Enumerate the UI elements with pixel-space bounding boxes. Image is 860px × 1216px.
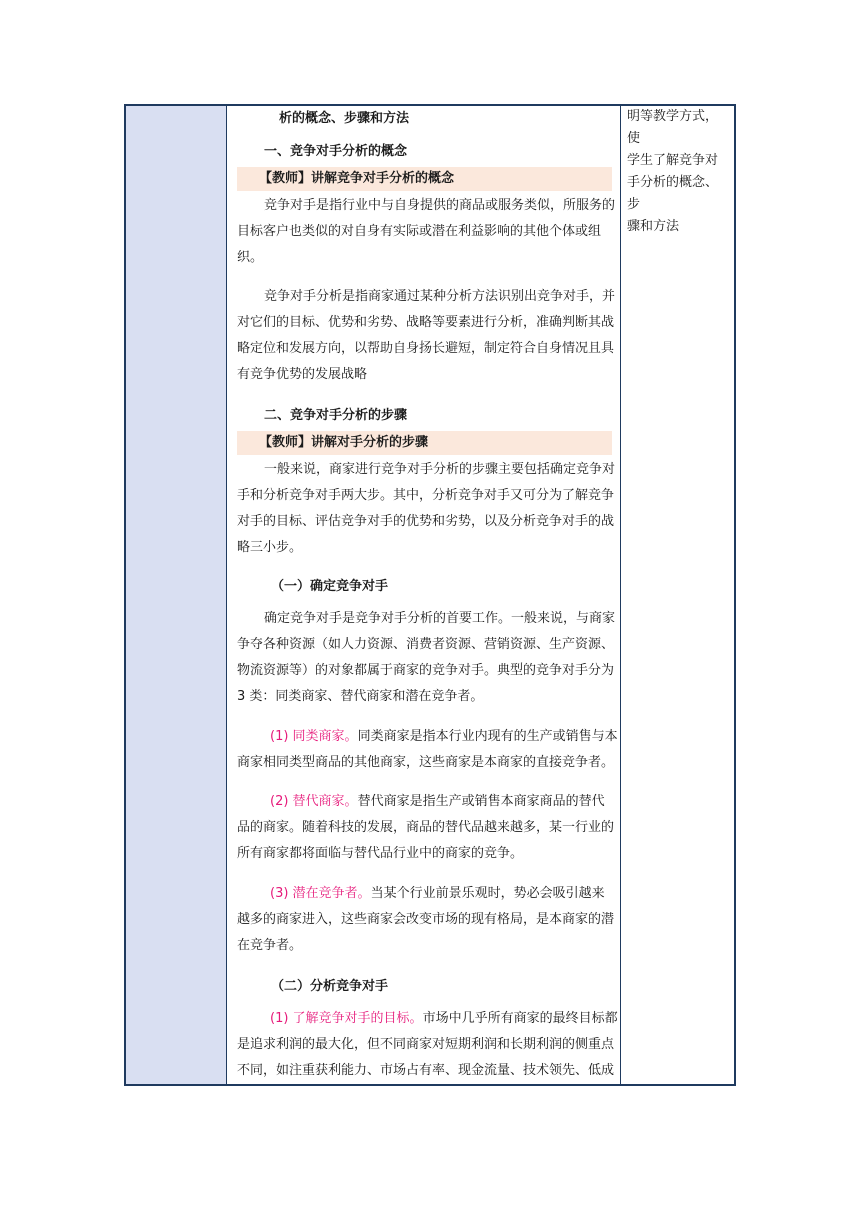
teacher-note-1: 【教师】讲解竞争对手分析的概念 <box>237 167 612 191</box>
paragraph-1-line-1: 竞争对手是指行业中与自身提供的商品或服务类似，所服务的 <box>264 198 616 213</box>
paragraph-4-line-3: 物流资源等）的对象都属于商家的竞争对手。典型的竞争对手分为 <box>237 663 615 678</box>
notes-line-1: 明等教学方式，使 <box>627 109 719 146</box>
paragraph-3-line-1: 一般来说，商家进行竞争对手分析的步骤主要包括确定竞争对 <box>264 462 616 477</box>
item-2-continued-2: 所有商家都将面临与替代品行业中的商家的竞争。 <box>237 846 524 861</box>
paragraph-3-line-2: 手和分析竞争对手两大步。其中，分析竞争对手又可分为了解竞争 <box>237 488 615 503</box>
item-4 <box>237 1006 618 1032</box>
item-3 <box>237 881 612 907</box>
item-2-continued-1: 品的商家。随着科技的发展，商品的替代品越来越多，某一行业的 <box>237 820 615 835</box>
item-3-continued-2: 在竞争者。 <box>237 938 303 953</box>
paragraph-4-line-4: 3 类：同类商家、替代商家和潜在竞争者。 <box>237 689 484 704</box>
notes-line-2: 学生了解竞争对 <box>627 153 719 168</box>
item-2-label: (2) 替代商家。 <box>270 794 358 809</box>
paragraph-2-line-2: 对它们的目标、优势和劣势、战略等要素进行分析，准确判断其战 <box>237 315 615 330</box>
paragraph-3-line-4: 略三小步。 <box>237 540 303 555</box>
item-3-label: (3) 潜在竞争者。 <box>270 886 371 901</box>
teacher-note-2: 【教师】讲解对手分析的步骤 <box>237 431 612 455</box>
section-heading-1: 一、竞争对手分析的概念 <box>264 144 408 159</box>
content-column <box>228 106 620 1084</box>
item-1-label: (1) 同类商家。 <box>270 729 358 744</box>
paragraph-2-line-4: 有竞争优势的发展战略 <box>237 367 368 382</box>
left-column <box>126 106 227 1084</box>
paragraph-3-line-3: 对手的目标、评估竞争对手的优势和劣势，以及分析竞争对手的战 <box>237 514 615 529</box>
item-4-continued-2: 不同，如注重获利能力、市场占有率、现金流量、技术领先、低成 <box>237 1063 615 1078</box>
item-2 <box>237 789 612 815</box>
notes-column <box>620 106 734 1084</box>
item-1-text: 同类商家是指本行业内现有的生产或销售与本 <box>357 729 618 744</box>
item-1 <box>237 724 618 750</box>
paragraph-1-line-2: 目标客户也类似的对自身有实际或潜在利益影响的其他个体或组 <box>237 224 602 239</box>
subsection-heading-2: （二）分析竞争对手 <box>271 979 389 994</box>
item-3-text: 当某个行业前景乐观时，势必会吸引越来 <box>370 886 605 901</box>
item-4-label: (1) 了解竞争对手的目标。 <box>270 1011 423 1026</box>
item-4-text: 市场中几乎所有商家的最终目标都 <box>422 1011 618 1026</box>
section-heading-2: 二、竞争对手分析的步骤 <box>264 408 408 423</box>
paragraph-4-line-2: 争夺各种资源（如人力资源、消费者资源、营销资源、生产资源、 <box>237 637 615 652</box>
notes-line-3: 手分析的概念、步 <box>627 175 719 212</box>
item-1-continued: 商家相同类型商品的其他商家，这些商家是本商家的直接竞争者。 <box>237 755 615 770</box>
paragraph-1-line-3: 织。 <box>237 250 264 265</box>
item-4-continued-1: 是追求利润的最大化，但不同商家对短期利润和长期利润的侧重点 <box>237 1037 615 1052</box>
lesson-table <box>124 104 736 1086</box>
item-2-text: 替代商家是指生产或销售本商家商品的替代 <box>357 794 605 809</box>
item-3-continued-1: 越多的商家进入，这些商家会改变市场的现有格局，是本商家的潜 <box>237 912 615 927</box>
paragraph-2-line-1: 竞争对手分析是指商家通过某种分析方法识别出竞争对手，并 <box>264 289 616 304</box>
subsection-heading-1: （一）确定竞争对手 <box>271 579 389 594</box>
notes-line-4: 骤和方法 <box>627 219 680 234</box>
paragraph-4-line-1: 确定竞争对手是竞争对手分析的首要工作。一般来说，与商家 <box>264 611 616 626</box>
paragraph-2-line-3: 略定位和发展方向，以帮助自身扬长避短，制定符合自身情况且具 <box>237 341 615 356</box>
continued-title: 析的概念、步骤和方法 <box>279 111 410 126</box>
